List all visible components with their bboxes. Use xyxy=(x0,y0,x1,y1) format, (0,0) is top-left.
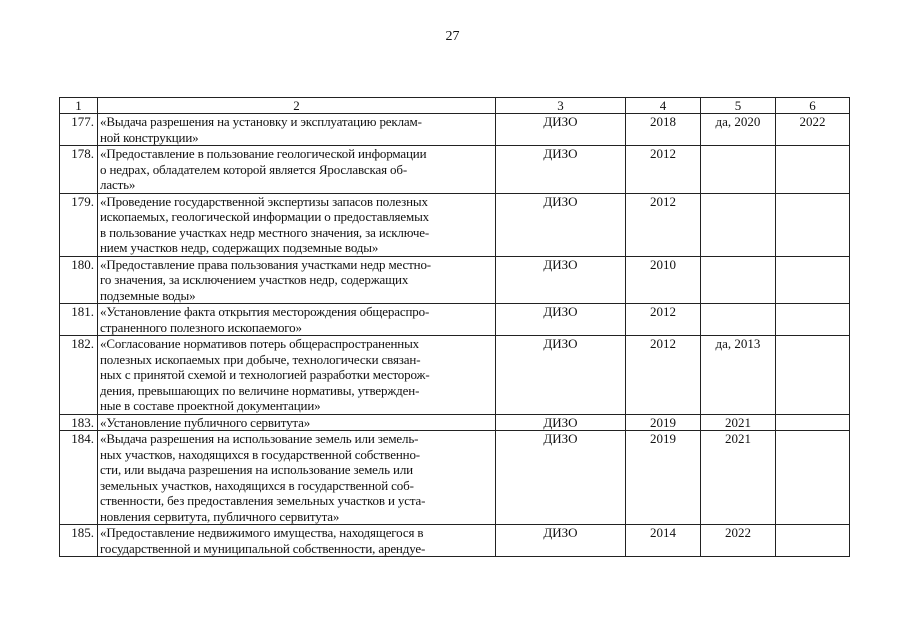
service-name-line: «Предоставление права пользования участками недр местно- xyxy=(100,256,431,272)
row-number-cell: 179. xyxy=(60,193,98,256)
service-name-line: ископаемых, геологической информации о предоставляемых xyxy=(100,209,429,224)
header-cell-4: 4 xyxy=(626,98,701,114)
service-name-line: государственной и муниципальной собственности, арендуе- xyxy=(100,540,426,556)
header-cell-1: 1 xyxy=(60,98,98,114)
service-name-line: сти, или выдача разрешения на использование земель или xyxy=(100,462,413,477)
service-name-line: нием участков недр, содержащих подземные воды» xyxy=(100,240,379,255)
header-cell-3: 3 xyxy=(496,98,626,114)
row-number-cell: 178. xyxy=(60,146,98,194)
column-6-cell xyxy=(776,414,850,431)
service-name-line: ственности, без предоставления земельных участков и уста- xyxy=(100,493,426,508)
service-name-line: «Выдача разрешения на использование земель или земель- xyxy=(100,431,419,446)
table-row xyxy=(60,114,850,146)
page-number: 27 xyxy=(445,29,460,44)
service-name-line: ных участков, находящихся в государственной собственно- xyxy=(100,446,420,462)
department-cell: ДИЗО xyxy=(496,431,626,525)
service-name-cell xyxy=(98,146,496,194)
column-5-cell xyxy=(701,256,776,304)
service-name-cell xyxy=(98,256,496,304)
table-row xyxy=(60,336,850,415)
department-cell: ДИЗО xyxy=(496,146,626,194)
services-table xyxy=(59,97,850,557)
service-name-line: «Предоставление недвижимого имущества, находящегося в xyxy=(100,525,424,540)
row-number-cell: 182. xyxy=(60,336,98,415)
service-name-cell xyxy=(98,114,496,146)
service-name-line: полезных ископаемых при добыче, технологически связан- xyxy=(100,351,421,367)
column-4-cell: 2012 xyxy=(626,336,701,415)
column-4-cell: 2012 xyxy=(626,146,701,194)
table-row xyxy=(60,414,850,431)
service-name-line: подземные воды» xyxy=(100,287,196,303)
header-cell-2: 2 xyxy=(98,98,496,114)
column-5-cell: да, 2013 xyxy=(701,336,776,415)
column-4-cell: 2012 xyxy=(626,193,701,256)
row-number-cell: 185. xyxy=(60,525,98,557)
department-cell: ДИЗО xyxy=(496,525,626,557)
column-5-cell xyxy=(701,193,776,256)
service-name-cell xyxy=(98,304,496,336)
department-cell: ДИЗО xyxy=(496,414,626,431)
service-name-line: ные в составе проектной документации» xyxy=(100,398,321,413)
column-6-cell xyxy=(776,431,850,525)
table-row xyxy=(60,304,850,336)
service-name-line: о недрах, обладателем которой является Ярославская об- xyxy=(100,161,408,177)
row-number-cell: 184. xyxy=(60,431,98,525)
service-name-line: ласть» xyxy=(100,177,136,192)
service-name-line: «Установление публичного сервитута» xyxy=(100,414,311,430)
column-6-cell: 2022 xyxy=(776,114,850,146)
column-4-cell: 2010 xyxy=(626,256,701,304)
column-6-cell xyxy=(776,146,850,194)
column-5-cell: да, 2020 xyxy=(701,114,776,146)
row-number-cell: 181. xyxy=(60,304,98,336)
service-name-line: го значения, за исключением участков недр, содержащих xyxy=(100,272,409,287)
column-6-cell xyxy=(776,256,850,304)
service-name-line: «Установление факта открытия месторождения общераспро- xyxy=(100,304,430,319)
department-cell: ДИЗО xyxy=(496,256,626,304)
service-name-cell xyxy=(98,414,496,431)
service-name-line: ной конструкции» xyxy=(100,129,199,145)
service-name-line: страненного полезного ископаемого» xyxy=(100,319,302,335)
table-row xyxy=(60,193,850,256)
department-cell: ДИЗО xyxy=(496,304,626,336)
column-4-cell: 2014 xyxy=(626,525,701,557)
column-5-cell: 2021 xyxy=(701,414,776,431)
column-6-cell xyxy=(776,193,850,256)
service-name-line: ных с принятой схемой и технологией разработки месторож- xyxy=(100,367,430,382)
service-name-line: новления сервитута, публичного сервитута» xyxy=(100,508,340,524)
service-name-cell xyxy=(98,525,496,557)
service-name-cell xyxy=(98,431,496,525)
column-4-cell: 2018 xyxy=(626,114,701,146)
table-row xyxy=(60,146,850,194)
table-row xyxy=(60,525,850,557)
service-name-line: земельных участков, находящихся в государственной соб- xyxy=(100,477,414,493)
service-name-line: «Предоставление в пользование геологической информации xyxy=(100,146,427,161)
table-body xyxy=(60,98,850,557)
service-name-line: «Проведение государственной экспертизы запасов полезных xyxy=(100,193,428,209)
column-5-cell: 2022 xyxy=(701,525,776,557)
service-name-line: «Выдача разрешения на установку и эксплуатацию реклам- xyxy=(100,114,422,129)
row-number-cell: 180. xyxy=(60,256,98,304)
table-row xyxy=(60,256,850,304)
header-cell-6: 6 xyxy=(776,98,850,114)
column-4-cell: 2012 xyxy=(626,304,701,336)
table-header-row xyxy=(60,98,850,114)
column-5-cell: 2021 xyxy=(701,431,776,525)
row-number-cell: 183. xyxy=(60,414,98,431)
row-number-cell: 177. xyxy=(60,114,98,146)
column-6-cell xyxy=(776,336,850,415)
header-cell-5: 5 xyxy=(701,98,776,114)
column-4-cell: 2019 xyxy=(626,431,701,525)
column-6-cell xyxy=(776,304,850,336)
column-6-cell xyxy=(776,525,850,557)
service-name-cell xyxy=(98,336,496,415)
service-name-line: дения, превышающих по величине нормативы, утвержден- xyxy=(100,382,420,398)
column-4-cell: 2019 xyxy=(626,414,701,431)
department-cell: ДИЗО xyxy=(496,114,626,146)
column-5-cell xyxy=(701,304,776,336)
service-name-line: «Согласование нормативов потерь общераспространенных xyxy=(100,336,420,351)
service-name-line: в пользование участках недр местного значения, за исключе- xyxy=(100,224,430,240)
column-5-cell xyxy=(701,146,776,194)
table-row xyxy=(60,431,850,525)
department-cell: ДИЗО xyxy=(496,336,626,415)
service-name-cell xyxy=(98,193,496,256)
department-cell: ДИЗО xyxy=(496,193,626,256)
